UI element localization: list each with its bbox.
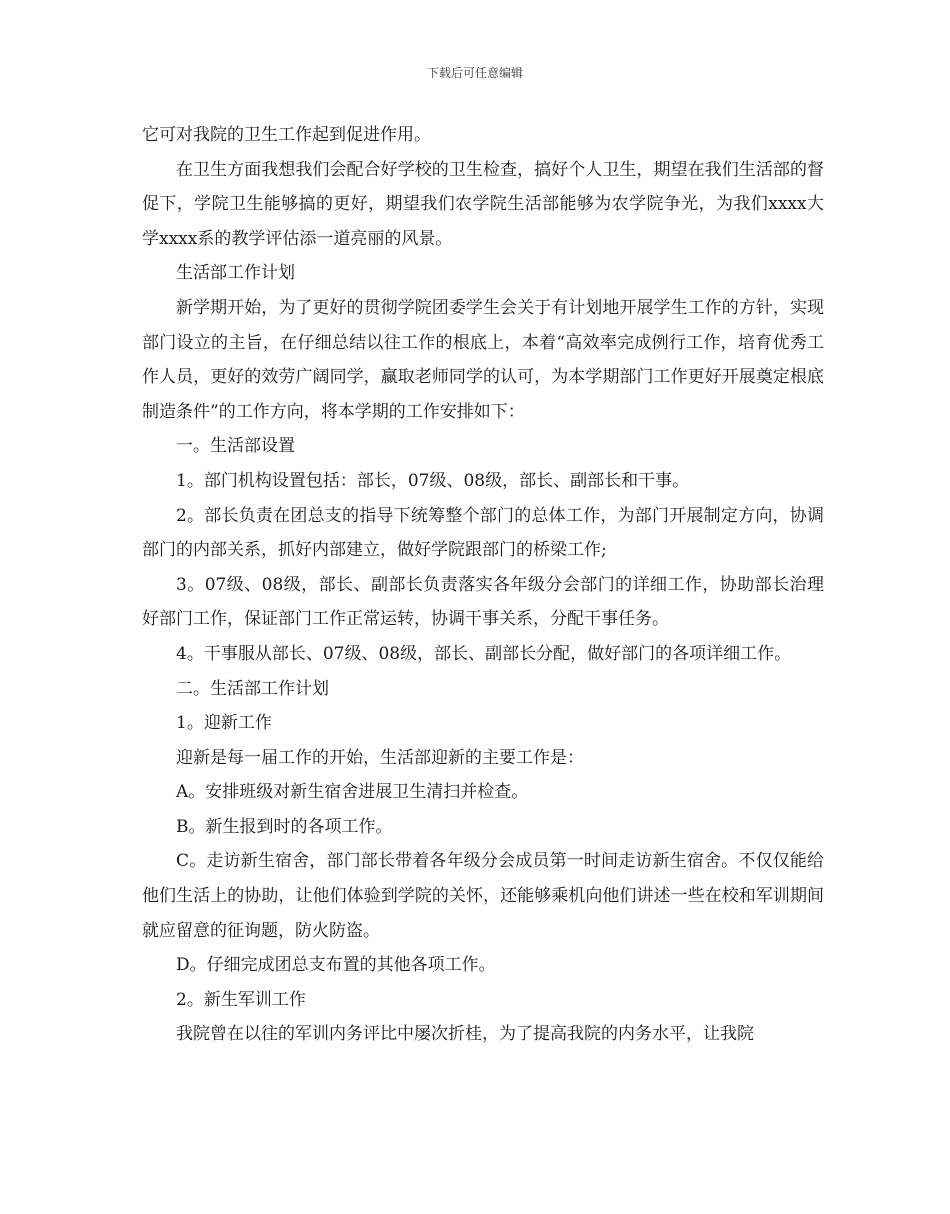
subsection-heading: 1。迎新工作 [176, 713, 272, 734]
list-item: A。安排班级对新生宿舍进展卫生清扫并检查。 [176, 782, 529, 803]
list-item: 1。部门机构设置包括：部长，07级、08级，部长、副部长和干事。 [176, 470, 690, 491]
list-item: D。仔细完成团总支布置的其他各项工作。 [176, 955, 496, 976]
page-header: 下载后可任意编辑 [426, 66, 523, 80]
paragraph: 我院曾在以往的军训内务评比中屡次折桂，为了提高我院的内务水平，让我院 [176, 1024, 754, 1045]
paragraph: 迎新是每一届工作的开始，生活部迎新的主要工作是： [176, 747, 584, 768]
list-item: 3。07级、08级，部长、副部长负责落实各年级分会部门的详细工作，协助部长治理好部门工作，保证部门工作正常运转，协调干事关系，分配干事任务。 [142, 574, 824, 630]
section-heading: 生活部工作计划 [176, 263, 295, 284]
paragraph: 它可对我院的卫生工作起到促进作用。 [142, 125, 431, 145]
subsection-heading: 2。新生军训工作 [176, 989, 306, 1010]
list-item: C。走访新生宿舍，部门部长带着各年级分会成员第一时间走访新生宿舍。不仅仅能给他们生活上的协助，让他们体验到学院的关怀，还能够乘机向他们讲述一些在校和军训期间就应留意的征询题，防火防盗。 [142, 851, 824, 941]
paragraph: 在卫生方面我想我们会配合好学校的卫生检查，搞好个人卫生，期望在我们生活部的督促下，学院卫生能够搞的更好，期望我们农学院生活部能够为农学院争光，为我们xxxx大学xxxx系的教学评估添一道亮丽的风景。 [142, 159, 824, 249]
list-item: 4。干事服从部长、07级、08级，部长、副部长分配，做好部门的各项详细工作。 [176, 643, 792, 664]
list-item: B。新生报到时的各项工作。 [176, 816, 393, 837]
section-heading: 二。生活部工作计划 [176, 678, 329, 699]
document-body [142, 118, 824, 1052]
section-heading: 一。生活部设置 [176, 436, 295, 457]
list-item: 2。部长负责在团总支的指导下统筹整个部门的总体工作，为部门开展制定方向，协调部门的内部关系，抓好内部建立，做好学院跟部门的桥梁工作; [142, 505, 824, 561]
paragraph: 新学期开始，为了更好的贯彻学院团委学生会关于有计划地开展学生工作的方针，实现部门设立的主旨，在仔细总结以往工作的根底上，本着“高效率完成例行工作，培育优秀工作人员，更好的效劳广阔同学，赢取老师同学的认可，为本学期部门工作更好开展奠定根底制造条件”的工作方向，将本学期的工作安排如下： [142, 297, 824, 422]
